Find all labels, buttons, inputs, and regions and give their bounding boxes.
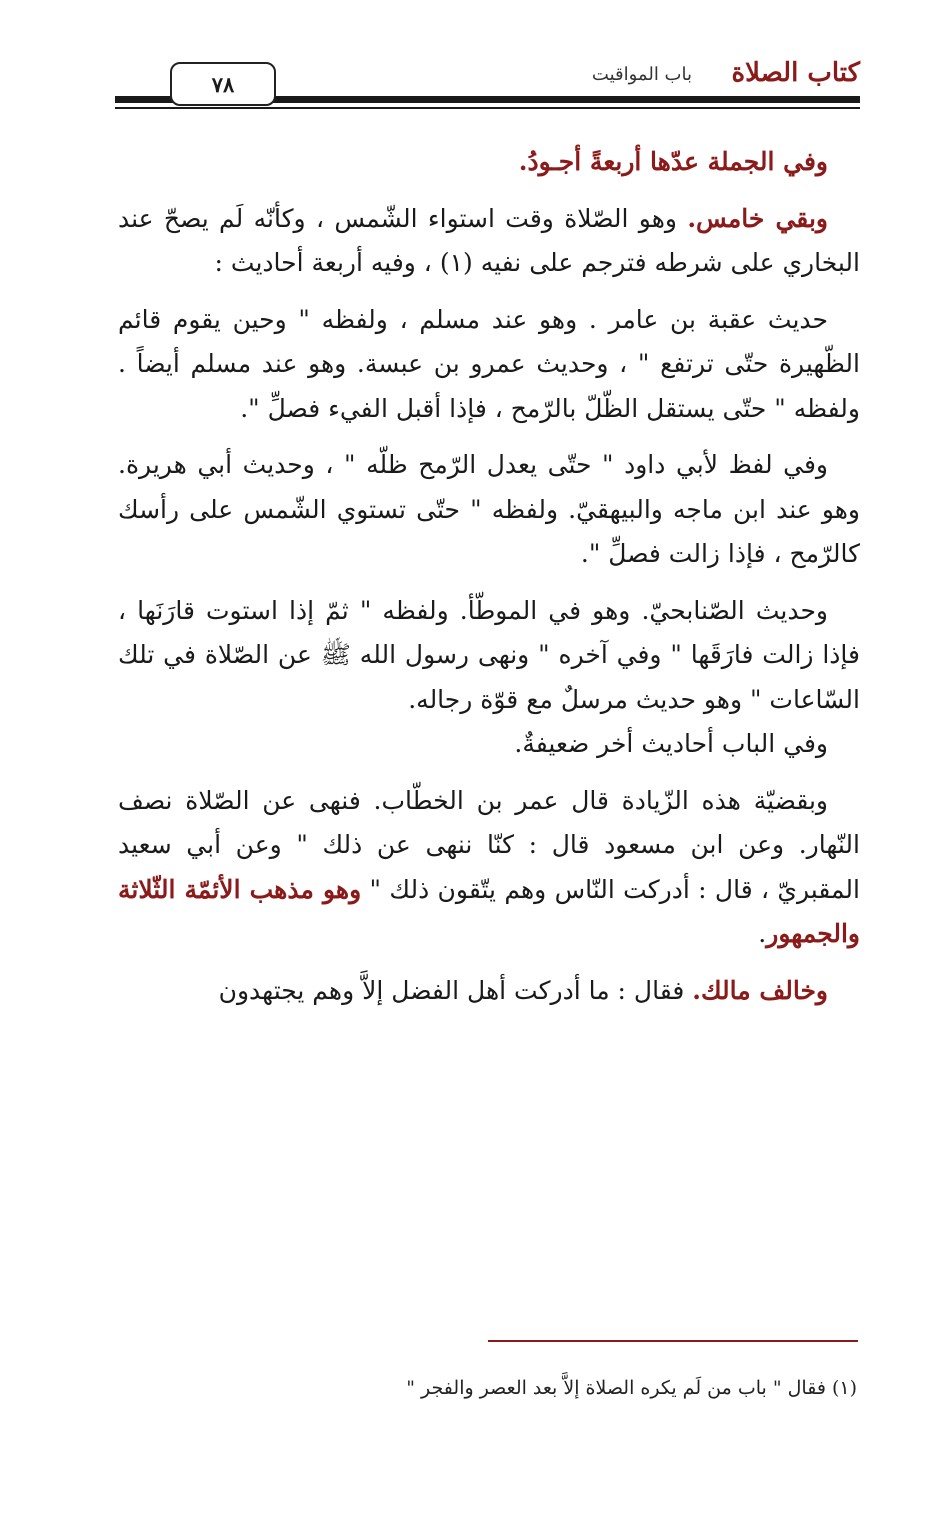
paragraph <box>118 969 860 1014</box>
paragraph-text: حديث عقبة بن عامر . وهو عند مسلم ، ولفظه " وحين يقوم قائم الظّهيرة حتّى ترتفع " ، وحديث عمرو بن عبسة. وهو عند مسلم أيضاً . ولفظه " حتّى يستقل الظّلّ بالرّمح ، فإذا أقبل الفيء فصلِّ ". <box>118 304 860 423</box>
footnote-rule <box>488 1340 858 1342</box>
paragraph-text: وبقضيّة هذه الزّيادة قال عمر بن الخطّاب. فنهى عن الصّلاة نصف النّهار. وعن ابن مسعود قال : كنّا ننهى عن ذلك " وعن أبي سعيد المقبريّ ، قال : أدركت النّاس وهم يتّقون ذلك " <box>118 785 860 904</box>
paragraph-lead: وخالف مالك. <box>692 975 828 1005</box>
spacer <box>118 957 860 969</box>
paragraph <box>118 443 860 577</box>
paragraph-text: وفي الباب أحاديث أخر ضعيفةٌ. <box>514 729 828 758</box>
paragraph-text: وفي لفظ لأبي داود " حتّى يعدل الرّمح ظلّه " ، وحديث أبي هريرة. وهو عند ابن ماجه والبيهقيّ. ولفظه " حتّى تستوي الشّمس على رأسك كالرّمح ، فإذا زالت فصلِّ ". <box>118 450 860 568</box>
footnote: (١) فقال " باب من لَم يكره الصلاة إلاَّ بعد العصر والفجر " <box>406 1377 857 1399</box>
page-number: ٧٨ <box>211 71 235 97</box>
paragraph <box>118 197 860 286</box>
paragraph <box>118 779 860 957</box>
paragraph <box>118 140 860 185</box>
paragraph-lead: وفي الجملة عدّها أربعةً أجـودُ. <box>518 147 828 176</box>
spacer <box>118 185 860 197</box>
header-rule-thin <box>115 107 860 109</box>
paragraph <box>118 298 860 432</box>
book-title: كتاب الصلاة <box>731 58 860 88</box>
paragraph-highlight: وهو مذهب الأئمّة الثّلاثة والجمهور <box>118 874 860 948</box>
spacer <box>118 577 860 589</box>
spacer <box>118 286 860 298</box>
page-number-badge <box>170 62 276 106</box>
paragraph-lead: وبقي خامس. <box>687 203 828 233</box>
paragraph-text: وحديث الصّنابحيّ. وهو في الموطّأ. ولفظه " ثمّ إذا استوت قارَنَها ، فإذا زالت فارَقَها " وفي آخره " ونهى رسول الله ﷺ عن الصّلاة في تلك السّاعات " وهو حديث مرسلٌ مع قوّة رجاله. <box>118 595 860 714</box>
paragraph <box>118 589 860 723</box>
spacer <box>118 767 860 779</box>
paragraph <box>118 722 860 767</box>
chapter-title: باب المواقيت <box>591 64 692 85</box>
paragraph-end: . <box>758 919 767 948</box>
spacer <box>118 431 860 443</box>
main-text <box>118 140 860 1013</box>
page-header <box>115 52 860 114</box>
paragraph-text: وهو الصّلاة وقت استواء الشّمس ، وكأنّه لَم يصحّ عند البخاري على شرطه فترجم على نفيه (١) ، وفيه أربعة أحاديث : <box>118 203 860 277</box>
paragraph-text: فقال : ما أدركت أهل الفضل إلاَّ وهم يجتهدون <box>218 975 693 1005</box>
